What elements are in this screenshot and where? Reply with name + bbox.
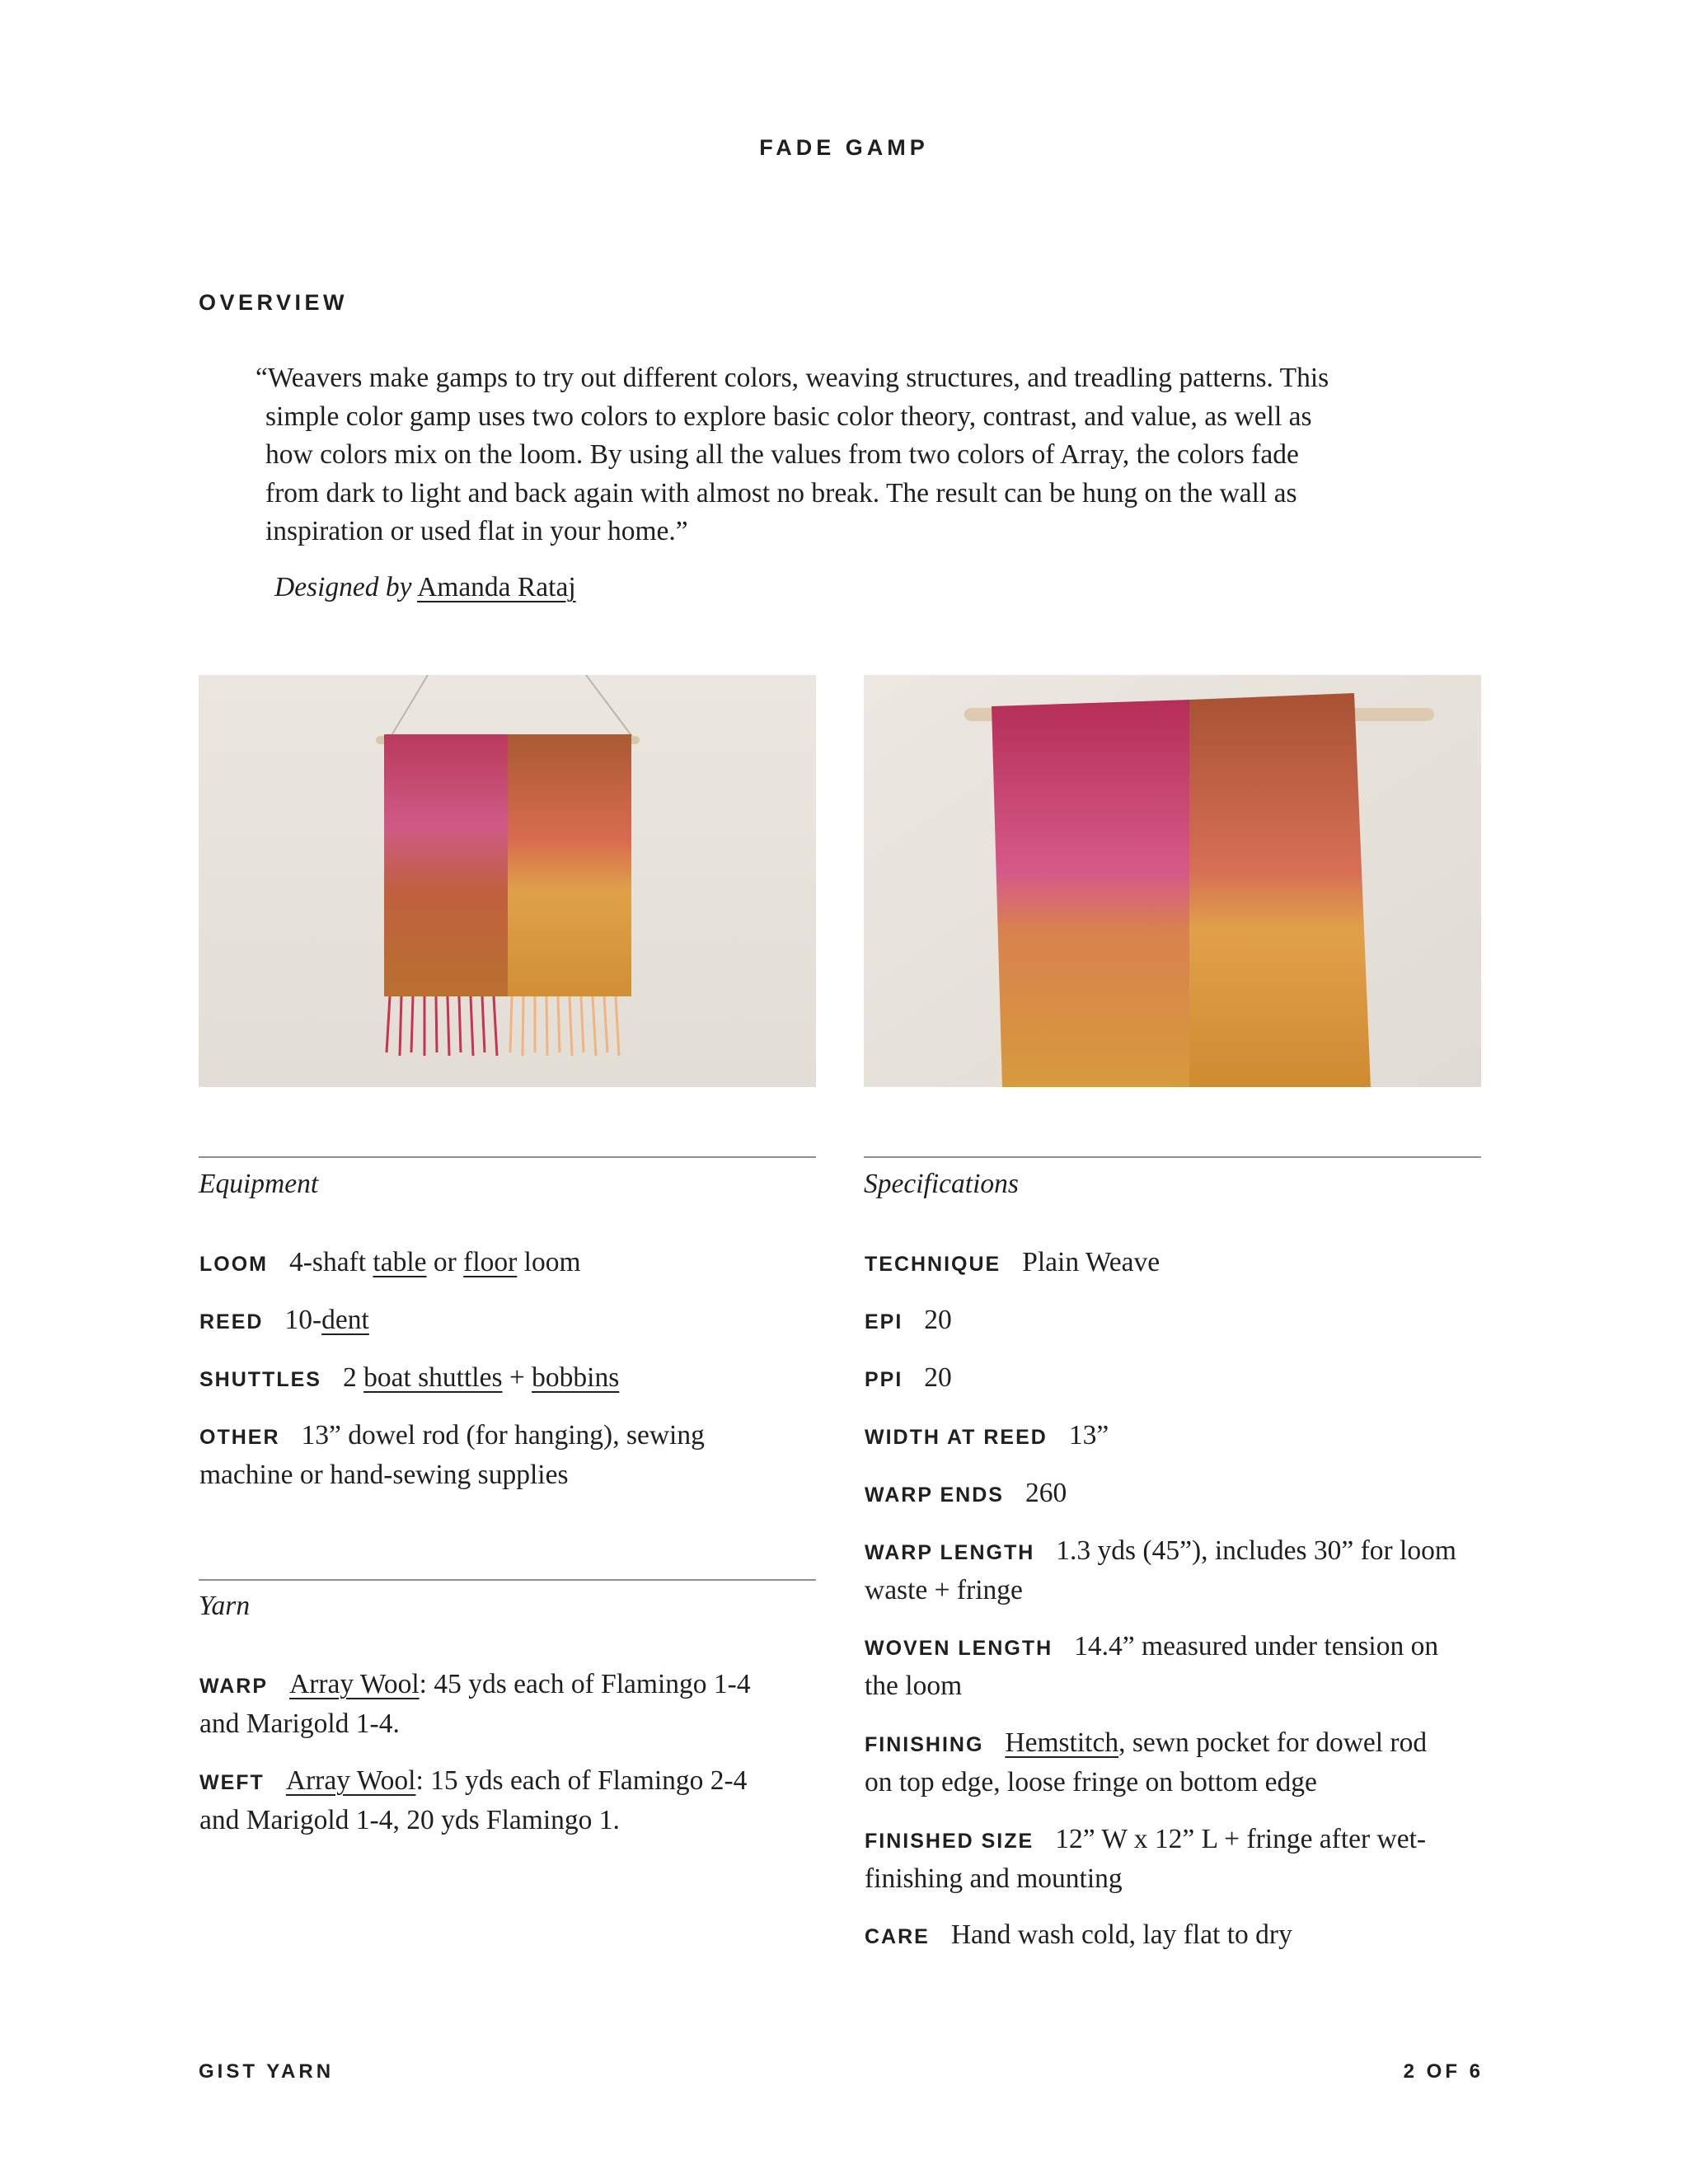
spec-woven-length [865, 1628, 1491, 1705]
field-key: WARP [199, 1675, 268, 1698]
spec-warp-ends [865, 1474, 1491, 1514]
field-key: WOVEN LENGTH [865, 1637, 1053, 1660]
quote-line: inspiration or used flat in your home.” [265, 516, 688, 546]
yarn-weft [199, 1762, 826, 1840]
field-text: 4-shaft [289, 1247, 367, 1277]
field-text: loom [523, 1247, 581, 1277]
boat-shuttles-link[interactable]: boat shuttles [363, 1362, 503, 1393]
equipment-shuttles [199, 1359, 826, 1399]
page-number: 2 OF 6 [1403, 2060, 1484, 2083]
overview-quote [256, 359, 1419, 551]
spec-technique [865, 1244, 1491, 1283]
field-text: machine or hand-sewing supplies [199, 1460, 569, 1490]
field-value: 13” [1068, 1420, 1109, 1451]
field-key: WIDTH AT REED [865, 1426, 1048, 1449]
footer-brand: GIST YARN [199, 2060, 335, 2083]
hemstitch-link[interactable]: Hemstitch [1005, 1727, 1119, 1758]
quote-line: how colors mix on the loom. By using all the values from two colors of Array, the colors fade [265, 439, 1299, 470]
equipment-title: Equipment [199, 1169, 319, 1199]
specifications-rule [864, 1156, 1481, 1158]
field-value: the loom [865, 1671, 963, 1701]
field-key: TECHNIQUE [865, 1253, 1001, 1276]
spec-width-at-reed [865, 1417, 1491, 1456]
quote-line: simple color gamp uses two colors to explore basic color theory, contrast, and value, as well as [265, 401, 1312, 432]
field-key: LOOM [199, 1253, 268, 1276]
yarn-rule [199, 1579, 816, 1581]
spec-finishing [865, 1724, 1491, 1802]
field-text: 2 [342, 1362, 357, 1393]
field-value: finishing and mounting [865, 1863, 1123, 1894]
weaving-illustration-full [199, 675, 816, 1087]
field-key: FINISHED SIZE [865, 1830, 1034, 1853]
field-key: WARP ENDS [865, 1483, 1004, 1507]
field-value: , sewn pocket for dowel rod [1118, 1727, 1428, 1758]
array-wool-link[interactable]: Array Wool [285, 1765, 416, 1796]
field-key: OTHER [199, 1426, 280, 1449]
designer-link[interactable]: Amanda Rataj [417, 572, 576, 602]
field-value: 20 [924, 1305, 952, 1335]
field-value: Plain Weave [1022, 1247, 1160, 1277]
field-value: on top edge, loose fringe on bottom edge [865, 1767, 1317, 1797]
field-value: 14.4” measured under tension on [1074, 1631, 1439, 1661]
field-value: waste + fringe [865, 1575, 1023, 1605]
equipment-reed [199, 1301, 826, 1341]
spec-epi [865, 1301, 1491, 1341]
yarn-title: Yarn [199, 1591, 251, 1621]
field-key: PPI [865, 1368, 903, 1391]
field-text: and Marigold 1-4. [199, 1708, 400, 1739]
field-value: Hand wash cold, lay flat to dry [950, 1919, 1292, 1950]
quote-line: “Weavers make gamps to try out different colors, weaving structures, and treadling patterns. This [256, 363, 1329, 393]
quote-line: from dark to light and back again with almost no break. The result can be hung on the wall as [265, 477, 1297, 509]
spec-care [865, 1916, 1491, 1956]
field-text: : 15 yds each of Flamingo 2-4 [415, 1765, 748, 1796]
photo-full-weaving [199, 675, 816, 1087]
equipment-other [199, 1417, 826, 1494]
field-key: SHUTTLES [199, 1368, 321, 1391]
field-key: CARE [865, 1925, 930, 1948]
field-value: 260 [1025, 1478, 1067, 1508]
field-key: REED [199, 1310, 264, 1333]
array-wool-link[interactable]: Array Wool [289, 1669, 420, 1699]
bobbins-link[interactable]: bobbins [532, 1362, 620, 1393]
credit-prefix: Designed by [274, 572, 412, 602]
field-key: WEFT [199, 1771, 265, 1794]
field-key: WARP LENGTH [865, 1541, 1035, 1564]
weaving-illustration-detail [864, 675, 1481, 1087]
table-loom-link[interactable]: table [373, 1247, 427, 1277]
spec-finished-size [865, 1821, 1491, 1898]
field-text: and Marigold 1-4, 20 yds Flamingo 1. [199, 1805, 620, 1835]
field-value: 12” W x 12” L + fringe after wet- [1055, 1824, 1427, 1854]
spec-ppi [865, 1359, 1491, 1399]
equipment-rule [199, 1156, 816, 1158]
field-text: : 45 yds each of Flamingo 1-4 [419, 1669, 751, 1699]
spec-warp-length [865, 1532, 1491, 1610]
field-text: 10- [284, 1305, 322, 1335]
overview-heading: OVERVIEW [199, 290, 349, 315]
field-text: or [433, 1247, 457, 1277]
field-key: FINISHING [865, 1733, 984, 1756]
specifications-title: Specifications [864, 1169, 1019, 1199]
document-title: FADE GAMP [759, 135, 929, 160]
dent-link[interactable]: dent [321, 1305, 369, 1335]
equipment-loom [199, 1244, 826, 1283]
field-text: + [509, 1362, 525, 1393]
field-value: 20 [924, 1362, 952, 1393]
field-text: 13” dowel rod (for hanging), sewing [301, 1420, 705, 1451]
yarn-warp [199, 1666, 826, 1743]
floor-loom-link[interactable]: floor [463, 1247, 518, 1277]
field-key: EPI [865, 1310, 903, 1333]
photo-weaving-detail [864, 675, 1481, 1087]
designer-credit [274, 572, 576, 603]
field-value: 1.3 yds (45”), includes 30” for loom [1056, 1535, 1456, 1566]
